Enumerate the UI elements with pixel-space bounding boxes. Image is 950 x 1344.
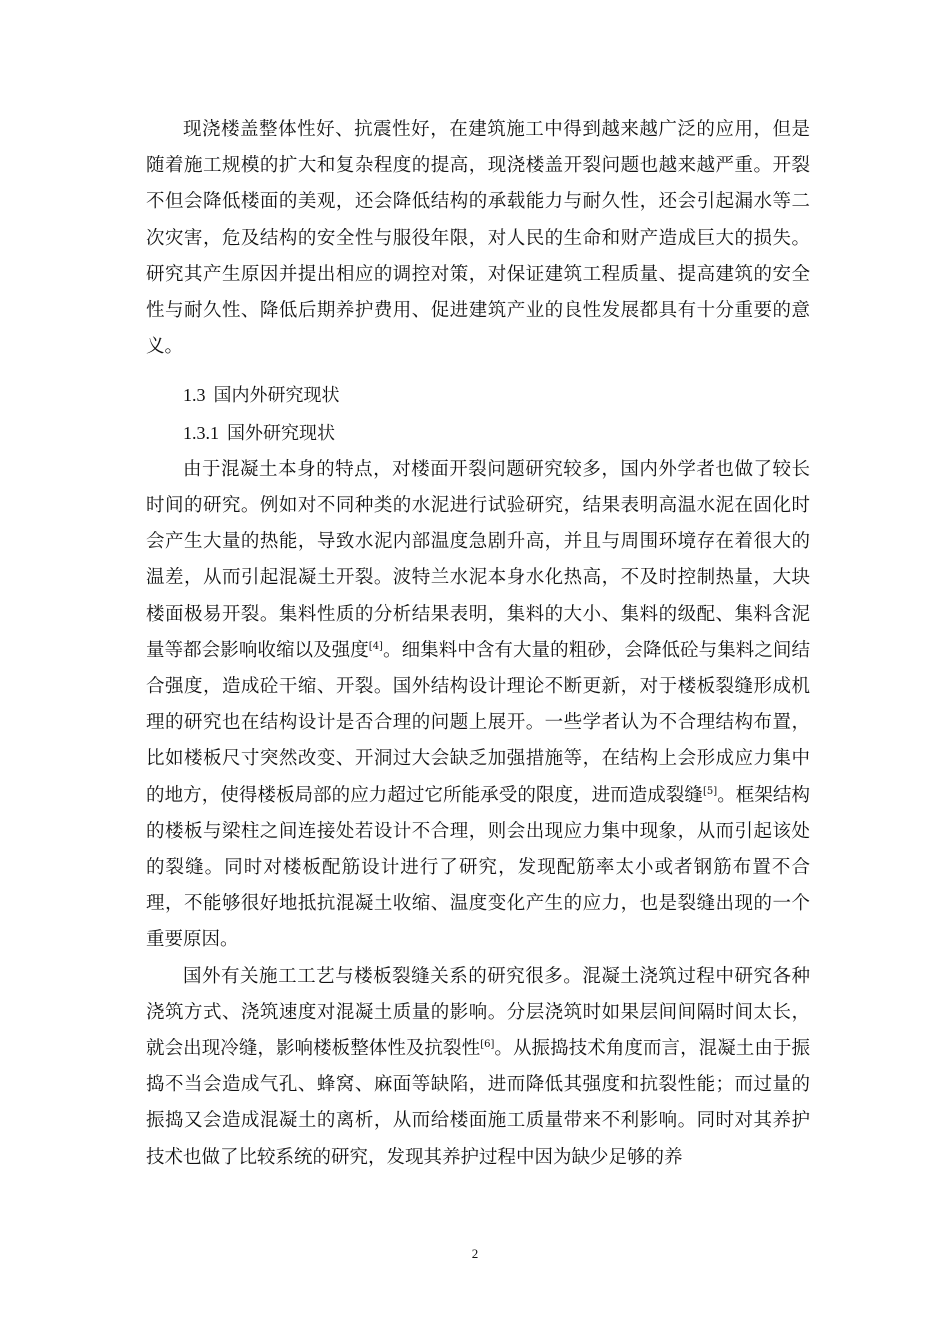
citation-ref: [5]: [702, 785, 718, 797]
subsection-title: 国外研究现状: [227, 422, 335, 444]
document-page: [146, 112, 810, 1176]
paragraph-text: 。框架结构的楼板与梁柱之间连接处若设计不合理，则会出现应力集中现象，从而引起该处的裂缝。同时对楼板配筋设计进行了研究，发现配筋率太小或者钢筋布置不合理，不能够很好地抵抗混凝土收缩、温度变化产生的应力，也是裂缝出现的一个重要原因。: [146, 784, 810, 951]
paragraph-text: 。细集料中含有大量的粗砂，会降低砼与集料之间结合强度，造成砼干缩、开裂。国外结构设计理论不断更新，对于楼板裂缝形成机理的研究也在结构设计是否合理的问题上展开。一些学者认为不合理结构布置，比如楼板尺寸突然改变、开洞过大会缺乏加强措施等，在结构上会形成应力集中的地方，使得楼板局部的应力超过它所能承受的限度，进而造成裂缝: [146, 639, 810, 806]
paragraph-text: 。从振捣技术角度而言，混凝土由于振捣不当会造成气孔、蜂窝、麻面等缺陷，进而降低其强度和抗裂性能；而过量的振捣又会造成混凝土的离析，从而给楼面施工质量带来不利影响。同时对其养护技术也做了比较系统的研究，发现其养护过程中因为缺少足够的养: [146, 1038, 810, 1168]
paragraph-foreign-research: [146, 452, 810, 959]
section-heading: [146, 377, 810, 414]
paragraph-text: 国外有关施工工艺与楼板裂缝关系的研究很多。混凝土浇筑过程中研究各种浇筑方式、浇筑速度对混凝土质量的影响。分层浇筑时如果层间间隔时间太长，就会出现冷缝，影响楼板整体性及抗裂性: [146, 965, 810, 1060]
section-number: 1.3: [183, 385, 206, 406]
subsection-heading: [146, 415, 810, 452]
paragraph-text: 由于混凝土本身的特点，对楼面开裂问题研究较多，国内外学者也做了较长时间的研究。例如对不同种类的水泥进行试验研究，结果表明高温水泥在固化时会产生大量的热能，导致水泥内部温度急剧升高，并且与周围环境存在着很大的温差，从而引起混凝土开裂。波特兰水泥本身水化热高，不及时控制热量，大块楼面极易开裂。集料性质的分析结果表明，集料的大小、集料的级配、集料含泥量等都会影响收缩以及强度: [146, 458, 810, 661]
paragraph-intro: 现浇楼盖整体性好、抗震性好，在建筑施工中得到越来越广泛的应用，但是随着施工规模的扩大和复杂程度的提高，现浇楼盖开裂问题也越来越严重。开裂不但会降低楼面的美观，还会降低结构的承载能力与耐久性，还会引起漏水等二次灾害，危及结构的安全性与服役年限，对人民的生命和财产造成巨大的损失。研究其产生原因并提出相应的调控对策，对保证建筑工程质量、提高建筑的安全性与耐久性、降低后期养护费用、促进建筑产业的良性发展都具有十分重要的意义。: [146, 119, 810, 358]
page-number: 2: [471, 1246, 479, 1261]
section-title: 国内外研究现状: [213, 385, 340, 407]
citation-ref: [4]: [368, 640, 383, 652]
paragraph-construction-process: [146, 959, 810, 1176]
subsection-number: 1.3.1: [183, 422, 219, 443]
citation-ref: [6]: [480, 1039, 495, 1051]
